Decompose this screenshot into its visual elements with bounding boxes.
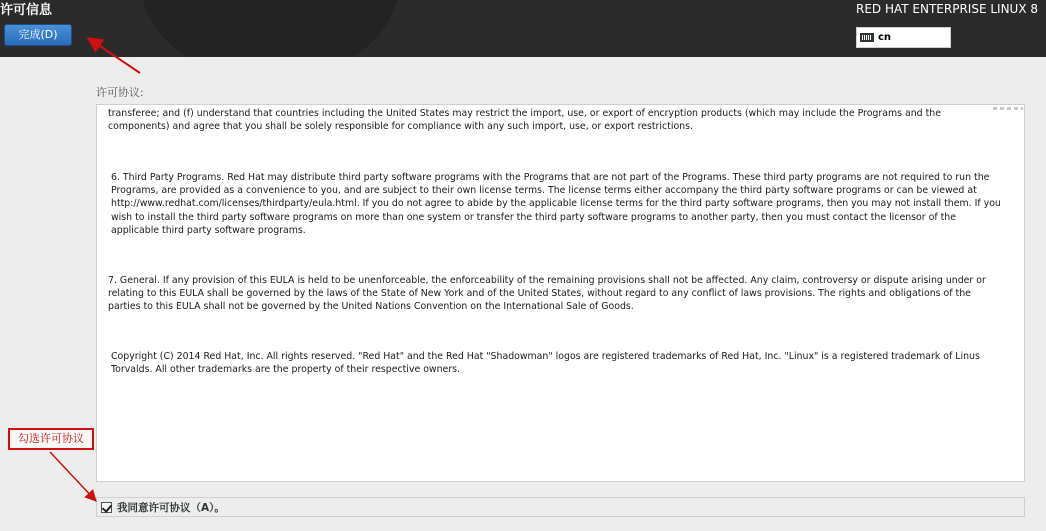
agree-checkbox-label[interactable]: 我同意许可协议（A）。 [117, 501, 225, 514]
keyboard-layout-indicator[interactable] [856, 27, 951, 48]
product-name: RED HAT ENTERPRISE LINUX 8 [856, 2, 1039, 16]
license-text-view[interactable] [96, 104, 1025, 482]
keyboard-icon [860, 33, 874, 42]
agree-checkbox[interactable] [101, 502, 112, 513]
license-paragraph: 7. General. If any provision of this EULA is held to be unenforceable, the enforceability of the remaining provisions shall not be affected. Any claim, controversy or dispute arising under or relating to this EULA shall be governed by the laws of the State of New York and of the United States, without regard to any conflict of laws provisions. The rights and obligations of the parties to this EULA shall not be governed by the United Nations Convention on the International Sale of Goods. [108, 275, 986, 313]
page-title: 许可信息 [0, 3, 53, 18]
annotation-arrow-checkbox [50, 452, 96, 501]
annotation-callout: 勾选许可协议 [8, 428, 94, 450]
license-paragraph: Copyright (C) 2014 Red Hat, Inc. All rights reserved. "Red Hat" and the Red Hat "Shadowman" logos are registered trademarks of Red Hat, Inc. "Linux" is a registered trademark of Linus Torvalds. All other trademarks are the property of their respective owners. [111, 351, 980, 376]
done-button[interactable]: 完成(D) [4, 24, 72, 46]
license-paragraph: 6. Third Party Programs. Red Hat may distribute third party software programs with the Programs that are not part of the Programs. These third party programs are not required to run the Programs, are provided as a convenience to you, and are subject to their own license terms. The license terms either accompany the third party software programs or can be viewed at http://www.redhat.com/licenses/thirdparty/eula.html. If you do not agree to abide by the applicable license terms for the third party software programs, then you may not install them. If you wish to install the third party software programs on more than one system or transfer the third party software programs to another party, then you must contact the licensor of the applicable third party software programs. [111, 172, 1001, 236]
license-label: 许可协议: [96, 86, 144, 99]
header-decoration [140, 0, 400, 57]
agree-checkbox-row[interactable] [96, 497, 1025, 517]
license-paragraph: transferee; and (f) understand that countries including the United States may restrict the import, use, or export of encryption products (which may include the Programs and the components) and agree that you shall be solely responsible for compliance with any such import, use, or export restrictions. [108, 108, 941, 133]
keyboard-layout-label: cn [878, 32, 892, 43]
top-bar [0, 0, 1046, 57]
